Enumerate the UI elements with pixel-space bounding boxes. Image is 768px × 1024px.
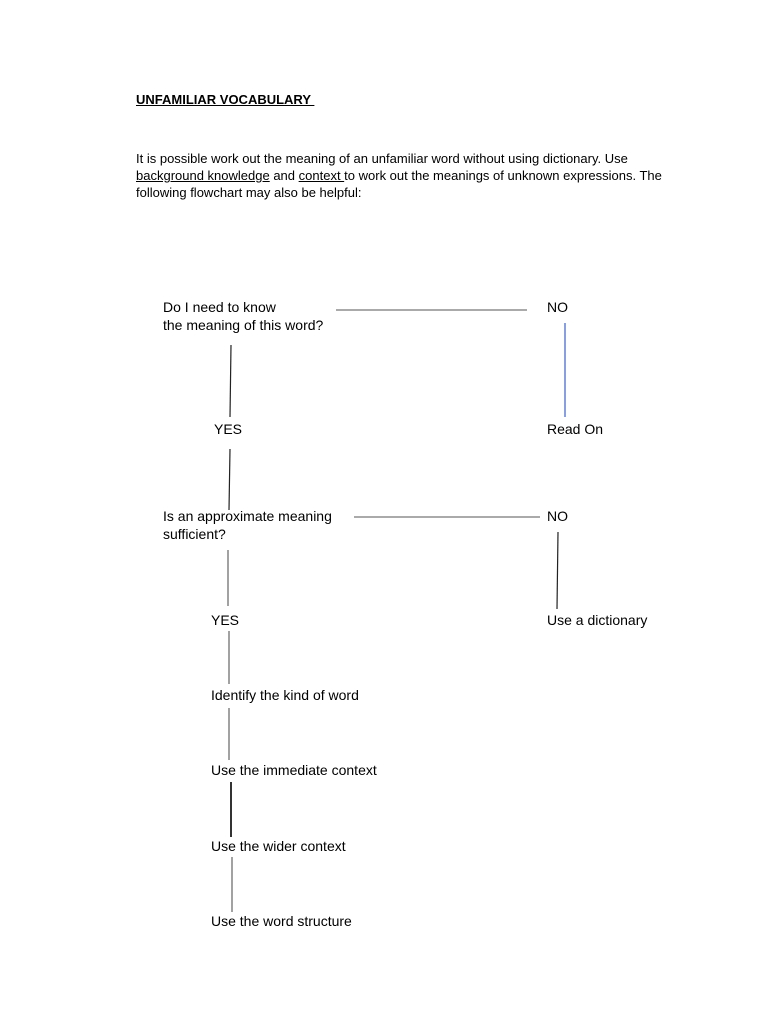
question-need-to-know-line1: Do I need to know bbox=[163, 299, 276, 315]
step-immediate-context: Use the immediate context bbox=[211, 762, 377, 778]
answer-no-2: NO bbox=[547, 508, 568, 524]
answer-yes-2: YES bbox=[211, 612, 240, 628]
intro-text-after: to work out the meanings of unknown expressions. The following flowchart may also be helpful: bbox=[136, 168, 662, 200]
question-approximate-meaning-line2: sufficient? bbox=[163, 525, 226, 542]
connector-q1-to-yes1 bbox=[230, 345, 231, 417]
intro-text-and: and bbox=[269, 168, 299, 183]
step-word-structure: Use the word structure bbox=[211, 913, 352, 929]
step-identify-kind-of-word: Identify the kind of word bbox=[211, 687, 359, 703]
question-approximate-meaning-line1: Is an approximate meaning bbox=[163, 508, 332, 524]
connector-yes1-to-q2 bbox=[229, 449, 230, 510]
step-wider-context: Use the wider context bbox=[211, 838, 346, 854]
question-approximate-meaning bbox=[163, 508, 332, 543]
result-use-dictionary: Use a dictionary bbox=[547, 612, 648, 628]
page-title: UNFAMILIAR VOCABULARY bbox=[136, 92, 315, 107]
answer-yes-1: YES bbox=[214, 421, 243, 437]
context-term: context bbox=[298, 168, 345, 183]
intro-text-before: It is possible work out the meaning of an unfamiliar word without using dictionary. Use bbox=[136, 151, 628, 166]
question-need-to-know bbox=[163, 299, 323, 334]
result-read-on: Read On bbox=[547, 421, 604, 437]
question-need-to-know-line2: the meaning of this word? bbox=[163, 316, 324, 333]
background-knowledge-term: background knowledge bbox=[136, 168, 270, 183]
connector-no2-to-dictionary bbox=[557, 532, 558, 609]
answer-no-1: NO bbox=[547, 299, 568, 315]
